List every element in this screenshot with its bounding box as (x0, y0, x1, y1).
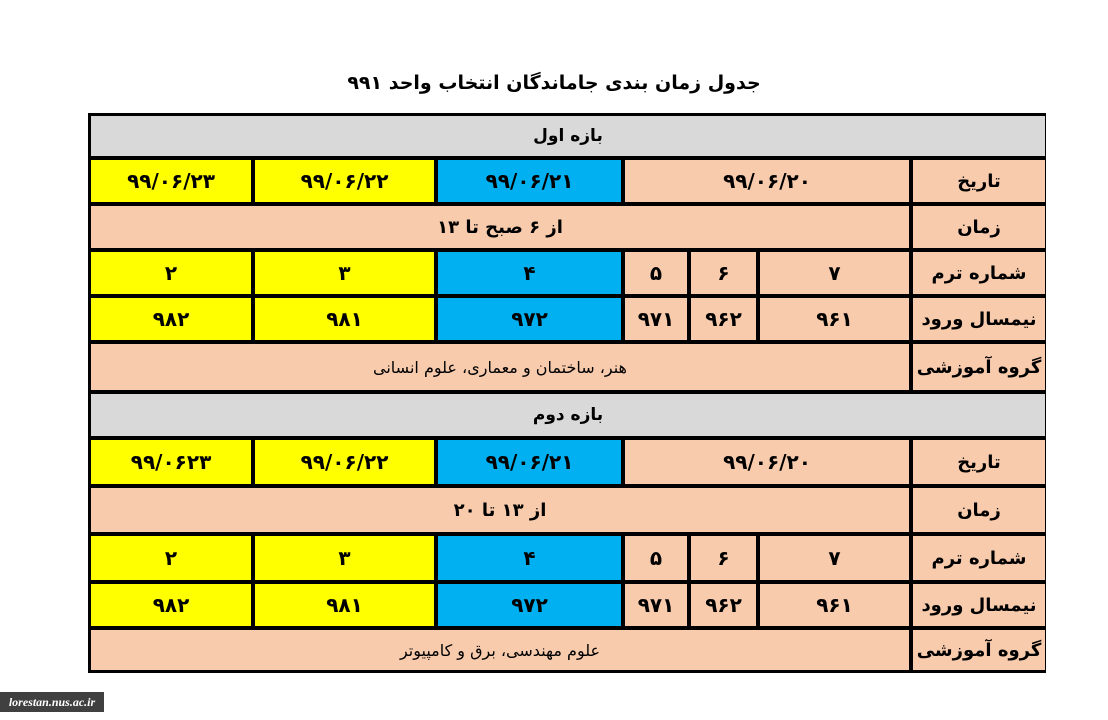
term-cell: ۲ (91, 536, 251, 580)
date-label: تاریخ (913, 160, 1045, 202)
term-cell: ۵ (625, 252, 687, 294)
date-cell: ۹۹/۰۶/۲۰ (625, 160, 909, 202)
term-label: شماره ترم (913, 252, 1045, 294)
term-cell: ۲ (91, 252, 251, 294)
site-credit-label: lorestan.nus.ac.ir (0, 692, 104, 712)
entry-cell: ۹۷۱ (625, 298, 687, 340)
term-cell: ۶ (691, 536, 756, 580)
entry-label: نیمسال ورود (913, 298, 1045, 340)
term-cell: ۴ (438, 536, 621, 580)
date-label: تاریخ (913, 440, 1045, 484)
entry-cell: ۹۸۲ (91, 298, 251, 340)
time-label: زمان (913, 206, 1045, 248)
date-cell: ۹۹/۰۶/۲۱ (438, 440, 621, 484)
group-value: هنر، ساختمان و معماری، علوم انسانی (91, 344, 909, 390)
entry-cell: ۹۶۲ (691, 584, 756, 626)
time-label: زمان (913, 488, 1045, 532)
entry-cell: ۹۸۱ (255, 584, 434, 626)
entry-cell: ۹۷۱ (625, 584, 687, 626)
date-cell: ۹۹/۰۶/۲۰ (625, 440, 909, 484)
term-label: شماره ترم (913, 536, 1045, 580)
term-cell: ۷ (760, 252, 909, 294)
term-cell: ۴ (438, 252, 621, 294)
date-cell: ۹۹/۰۶/۲۲ (255, 160, 434, 202)
group-value: علوم مهندسی، برق و کامپیوتر (91, 630, 909, 670)
group-label: گروه آموزشی (913, 344, 1045, 390)
term-cell: ۳ (255, 252, 434, 294)
term-cell: ۳ (255, 536, 434, 580)
period-header: بازه اول (91, 116, 1045, 156)
time-value: از ۶ صبح تا ۱۳ (91, 206, 909, 248)
schedule-table (88, 113, 1046, 673)
term-cell: ۷ (760, 536, 909, 580)
date-cell: ۹۹/۰۶/۲۳ (91, 160, 251, 202)
date-cell: ۹۹/۰۶۲۳ (91, 440, 251, 484)
term-cell: ۵ (625, 536, 687, 580)
time-value: از ۱۳ تا ۲۰ (91, 488, 909, 532)
date-cell: ۹۹/۰۶/۲۲ (255, 440, 434, 484)
entry-cell: ۹۷۲ (438, 584, 621, 626)
entry-cell: ۹۶۱ (760, 584, 909, 626)
entry-cell: ۹۷۲ (438, 298, 621, 340)
date-cell: ۹۹/۰۶/۲۱ (438, 160, 621, 202)
period-header: بازه دوم (91, 394, 1045, 436)
group-label: گروه آموزشی (913, 630, 1045, 670)
entry-cell: ۹۶۲ (691, 298, 756, 340)
page-title: جدول زمان بندی جاماندگان انتخاب واحد ۹۹۱ (347, 72, 761, 94)
entry-label: نیمسال ورود (913, 584, 1045, 626)
term-cell: ۶ (691, 252, 756, 294)
entry-cell: ۹۸۱ (255, 298, 434, 340)
entry-cell: ۹۸۲ (91, 584, 251, 626)
entry-cell: ۹۶۱ (760, 298, 909, 340)
